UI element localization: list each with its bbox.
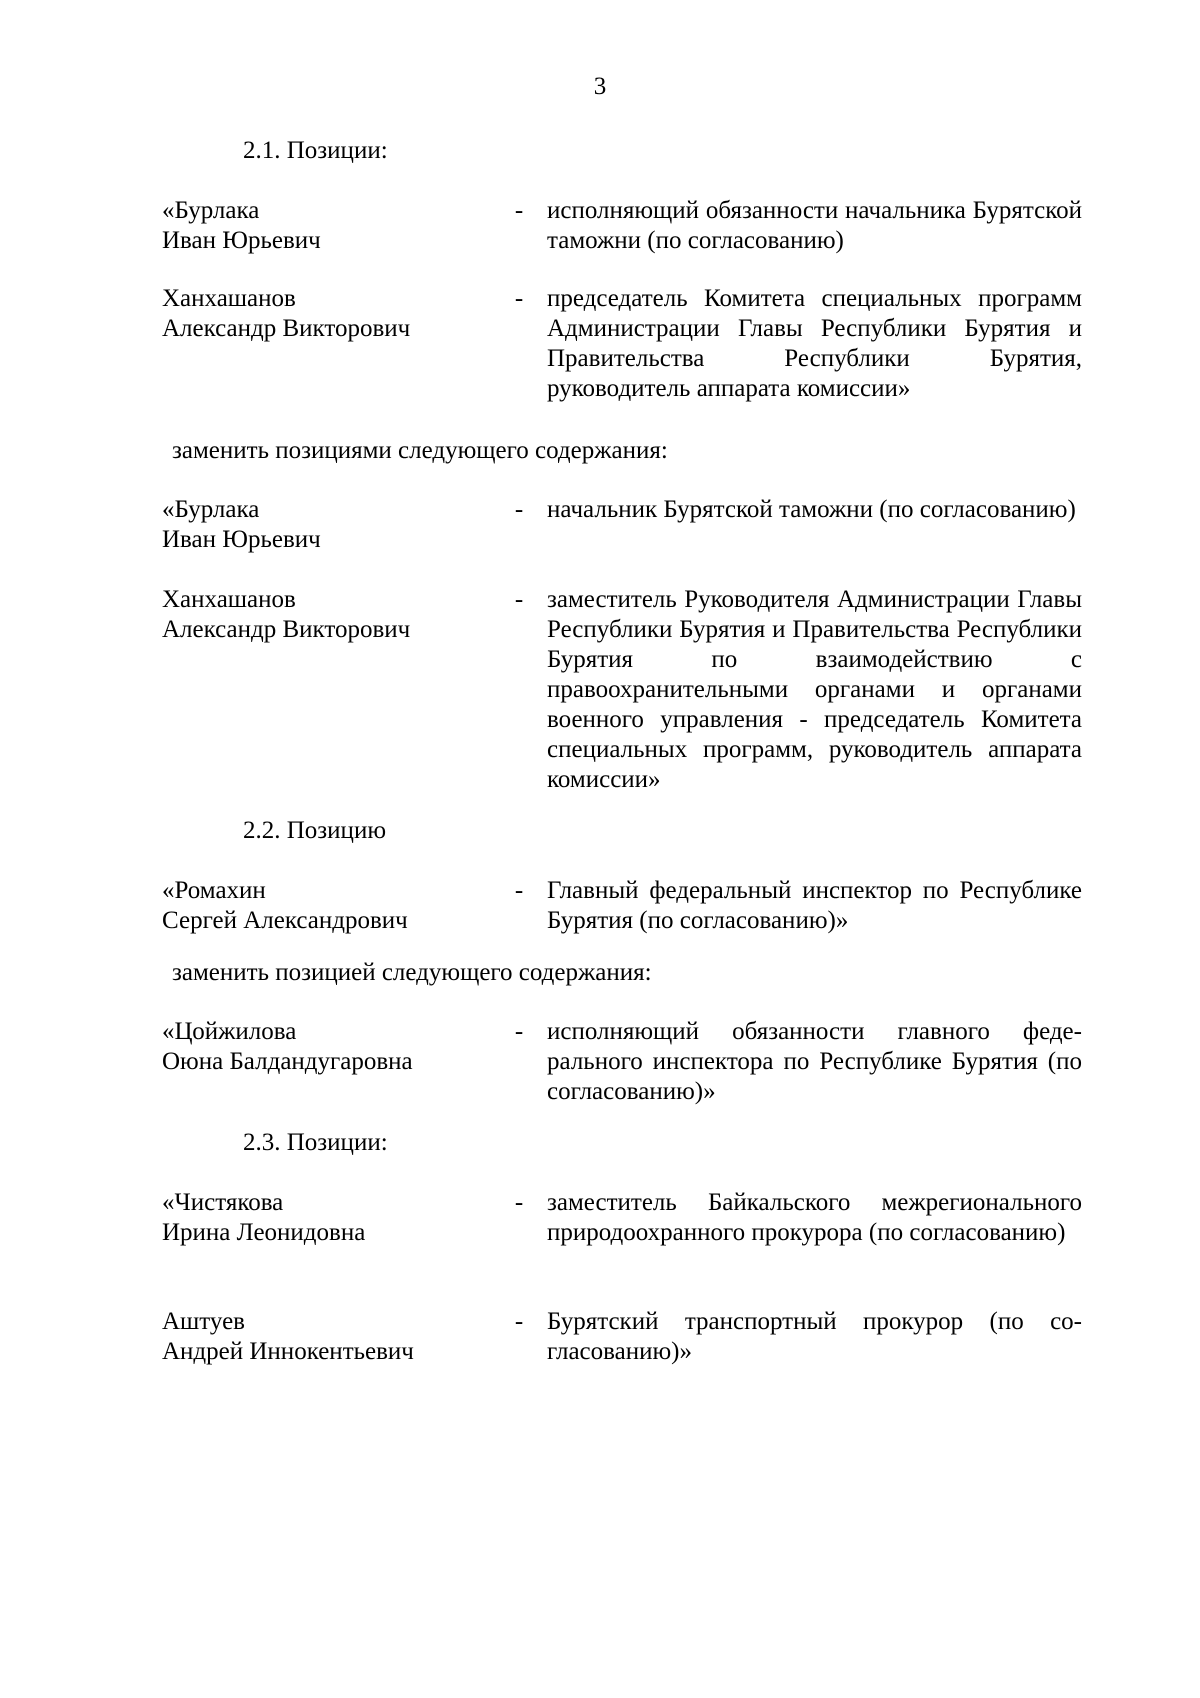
position-description: заместитель Руководителя Администрации Главы Республики Бурятия и Правительства Республики Бурятия по взаимодействию с правоохранительными органами и органами военного управления - председатель Комитета специальных программ, руководитель аппарата комиссии»: [547, 586, 1082, 793]
dash-separator: -: [514, 285, 524, 312]
position-description: начальник Бурятской таможни (по согласованию): [547, 496, 1076, 523]
person-name: «Цойжилова Оюна Балдандугаровна: [162, 1018, 413, 1075]
dash-separator: -: [514, 1018, 524, 1045]
replace-instruction: заменить позицией следующего содержания:: [172, 959, 652, 986]
person-name: Аштуев Андрей Иннокентьевич: [162, 1308, 414, 1365]
position-description: исполняющий обязанности главного федерального инспектора по Республике Бурятия (по согласованию)»: [547, 1018, 1082, 1105]
position-description: председатель Комитета специальных программ Администрации Главы Республики Бурятия и Правительства Республики Бурятия, руководитель аппарата комиссии»: [547, 285, 1082, 402]
person-name: Ханхашанов Александр Викторович: [162, 285, 411, 342]
list-item: [162, 284, 1082, 402]
dash-separator: -: [514, 197, 524, 224]
section-heading: 2.3. Позиции:: [243, 1129, 388, 1156]
section-heading: 2.1. Позиции:: [243, 137, 388, 164]
page-number: 3: [593, 73, 607, 100]
dash-separator: -: [514, 1189, 524, 1216]
dash-separator: -: [514, 877, 524, 904]
person-name: Ханхашанов Александр Викторович: [162, 586, 411, 643]
person-name: «Бурлака Иван Юрьевич: [162, 496, 321, 553]
dash-separator: -: [514, 586, 524, 613]
person-name: «Бурлака Иван Юрьевич: [162, 197, 321, 254]
person-name: «Чистякова Ирина Леонидовна: [162, 1189, 366, 1246]
list-item: [162, 1188, 1082, 1246]
list-item: [162, 1307, 1082, 1365]
list-item: [162, 876, 1082, 934]
person-name: «Ромахин Сергей Александрович: [162, 877, 408, 934]
list-item: [162, 196, 1082, 254]
replace-instruction: заменить позициями следующего содержания:: [172, 437, 668, 464]
position-description: исполняющий обязанности начальника Бурятской таможни (по согласованию): [547, 197, 1082, 254]
position-description: Главный федеральный инспектор по Республике Бурятия (по согласованию)»: [547, 877, 1082, 934]
section-heading: 2.2. Позицию: [243, 817, 386, 844]
list-item: [162, 1017, 1082, 1105]
dash-separator: -: [514, 496, 524, 523]
position-description: Бурятский транспортный прокурор (по согласованию)»: [547, 1308, 1082, 1365]
position-description: заместитель Байкальского межрегионального природоохранного прокурора (по согласованию): [547, 1189, 1082, 1246]
list-item: [162, 495, 1082, 553]
list-item: [162, 585, 1082, 793]
dash-separator: -: [514, 1308, 524, 1335]
